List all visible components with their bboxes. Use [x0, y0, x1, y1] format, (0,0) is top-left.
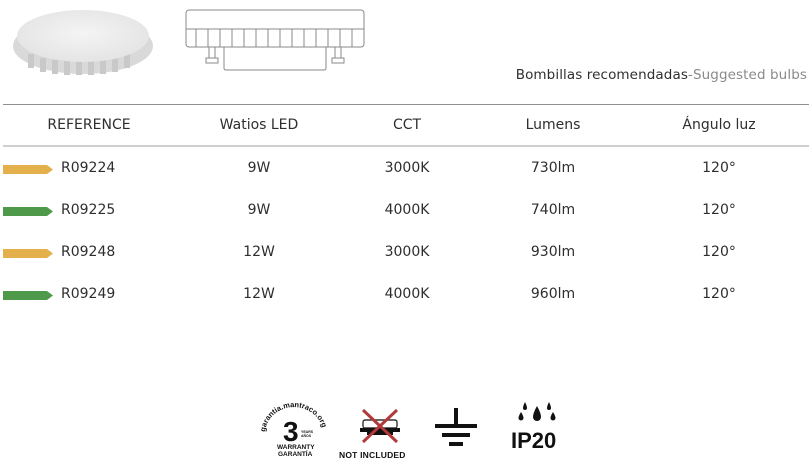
earth-ground-icon	[433, 406, 479, 448]
angle-cell: 120°	[702, 160, 736, 176]
angle-cell: 120°	[702, 286, 736, 302]
column-header-angle: Ángulo luz	[682, 117, 756, 133]
table-header	[0, 117, 809, 137]
cct-cell: 3000K	[384, 244, 430, 260]
lumens-cell: 930lm	[530, 244, 576, 260]
svg-text:GARANTÍA: GARANTÍA	[278, 451, 313, 458]
title-separator: -	[687, 67, 693, 83]
lumens-cell: 960lm	[530, 286, 576, 302]
lumens-cell: 740lm	[530, 202, 576, 218]
column-header-watts: Watios LED	[219, 117, 299, 133]
ip-rating-label: IP20	[511, 428, 557, 453]
neutral-color-arrow-icon	[3, 291, 53, 300]
cct-cell: 3000K	[384, 160, 430, 176]
angle-cell: 120°	[702, 244, 736, 260]
neutral-color-arrow-icon	[3, 207, 53, 216]
warm-color-arrow-icon	[3, 165, 53, 174]
angle-cell: 120°	[702, 202, 736, 218]
table-top-rule	[3, 104, 809, 105]
warranty-years: 3	[283, 416, 299, 447]
warranty-3-years-icon	[255, 398, 335, 460]
warm-color-arrow-icon	[3, 249, 53, 258]
svg-text:AÑOS: AÑOS	[301, 434, 312, 438]
bulb-technical-drawing	[184, 8, 366, 72]
table-header-rule	[3, 145, 809, 147]
suggested-title-en: Suggested bulbs	[692, 67, 807, 83]
column-header-cct: CCT	[392, 117, 422, 133]
table-row	[0, 244, 809, 266]
water-drops-icon	[517, 400, 557, 428]
bulb-photo	[8, 6, 158, 78]
bulb-not-included-icon	[357, 406, 403, 446]
lumens-cell: 730lm	[530, 160, 576, 176]
svg-text:garantia.mantraco.org: garantia.mantraco.org	[258, 400, 329, 433]
watts-cell: 12W	[243, 244, 275, 260]
svg-text:YEARS: YEARS	[301, 430, 314, 434]
suggested-title-es: Bombillas recomendadas	[515, 67, 688, 83]
cct-cell: 4000K	[384, 286, 430, 302]
table-row	[0, 202, 809, 224]
reference-cell: R09249	[61, 286, 116, 302]
reference-cell: R09225	[61, 202, 116, 218]
column-header-lumens: Lumens	[525, 117, 581, 133]
table-row	[0, 286, 809, 308]
svg-text:WARRANTY: WARRANTY	[277, 444, 315, 451]
watts-cell: 9W	[247, 160, 271, 176]
table-row	[0, 160, 809, 182]
column-header-reference: REFERENCE	[47, 117, 131, 133]
reference-cell: R09248	[61, 244, 116, 260]
certification-icons	[255, 398, 575, 460]
watts-cell: 9W	[247, 202, 271, 218]
cct-cell: 4000K	[384, 202, 430, 218]
watts-cell: 12W	[243, 286, 275, 302]
not-included-label: NOT INCLUDED	[339, 450, 406, 460]
suggested-bulbs-title	[516, 67, 807, 83]
reference-cell: R09224	[61, 160, 116, 176]
